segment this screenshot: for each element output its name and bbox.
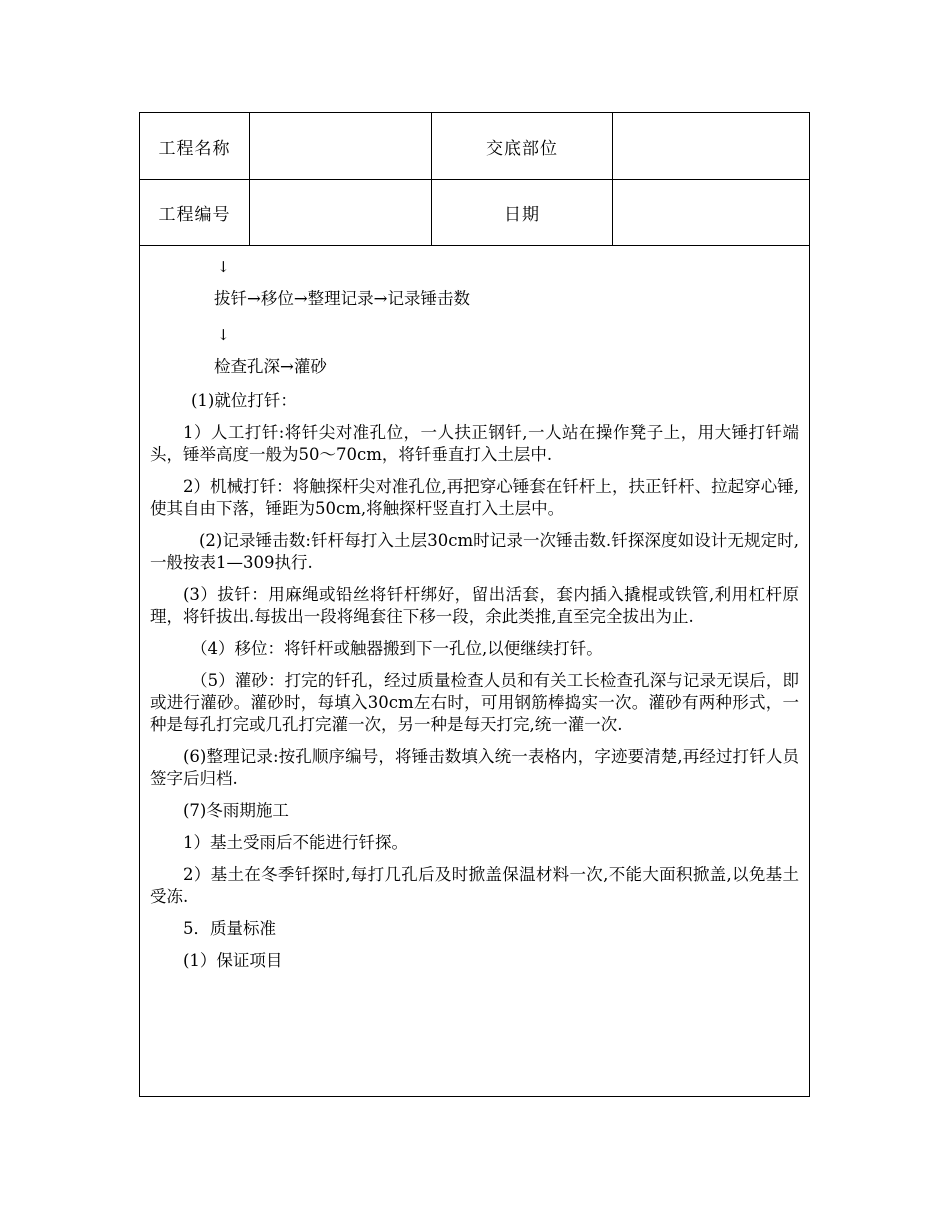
content-area — [140, 246, 809, 972]
paragraph: 2）基土在冬季钎探时,每打几孔后及时掀盖保温材料一次,不能大面积掀盖,以免基土受冻. — [150, 865, 799, 906]
handover-form — [139, 112, 810, 1097]
section-heading: 5．质量标准 — [183, 919, 276, 938]
date-label: 日期 — [432, 180, 613, 245]
paragraph: 1）基土受雨后不能进行钎探。 — [183, 833, 408, 852]
paragraph: （5）灌砂：打完的钎孔，经过质量检查人员和有关工长检查孔深与记录无误后，即或进行灌砂。灌砂时，每填入30cm左右时，可用钢筋棒捣实一次。灌砂有两种形式，一种是每孔打完或几孔打完灌一次，另一种是每天打完,统一灌一次. — [150, 671, 799, 734]
project-name-field[interactable] — [250, 113, 432, 179]
flow-step-line: 拔钎→移位→整理记录→记录锤击数 — [214, 289, 470, 308]
handover-part-label: 交底部位 — [432, 113, 613, 179]
header-row-1 — [140, 113, 809, 180]
paragraph: 1）人工打钎:将钎尖对准孔位，一人扶正钢钎,一人站在操作凳子上，用大锤打钎端头，锤举高度一般为50～70cm，将钎垂直打入土层中. — [150, 423, 799, 464]
paragraph: （4）移位：将钎杆或触器搬到下一孔位,以便继续打钎。 — [191, 639, 603, 658]
paragraph: (2)记录锤击数:钎杆每打入土层30cm时记录一次锤击数.钎探深度如设计无规定时,一般按表1—309执行. — [150, 531, 799, 572]
paragraph: (1）保证项目 — [183, 951, 283, 970]
paragraph: (1)就位打钎： — [191, 391, 297, 410]
header-row-2 — [140, 180, 809, 246]
project-no-field[interactable] — [250, 180, 432, 245]
project-no-label: 工程编号 — [140, 180, 250, 245]
project-name-label: 工程名称 — [140, 113, 250, 179]
flow-step-line: 检查孔深→灌砂 — [214, 357, 327, 376]
paragraph: (6)整理记录:按孔顺序编号，将锤击数填入统一表格内，字迹要清楚,再经过打钎人员签字后归档. — [150, 747, 799, 788]
paragraph: (3）拔钎：用麻绳或铅丝将钎杆绑好，留出活套，套内插入撬棍或铁管,利用杠杆原理，将钎拔出.每拔出一段将绳套往下移一段，余此类推,直至完全拔出为止. — [150, 585, 799, 626]
flow-arrow-down-icon: ↓ — [217, 326, 230, 344]
handover-part-field[interactable] — [613, 113, 809, 179]
date-field[interactable] — [613, 180, 809, 245]
flow-arrow-down-icon: ↓ — [217, 258, 230, 276]
paragraph: 2）机械打钎：将触探杆尖对准孔位,再把穿心锤套在钎杆上，扶正钎杆、拉起穿心锤,使其自由下落，锤距为50cm,将触探杆竖直打入土层中。 — [150, 477, 799, 518]
paragraph: (7)冬雨期施工 — [183, 801, 289, 820]
